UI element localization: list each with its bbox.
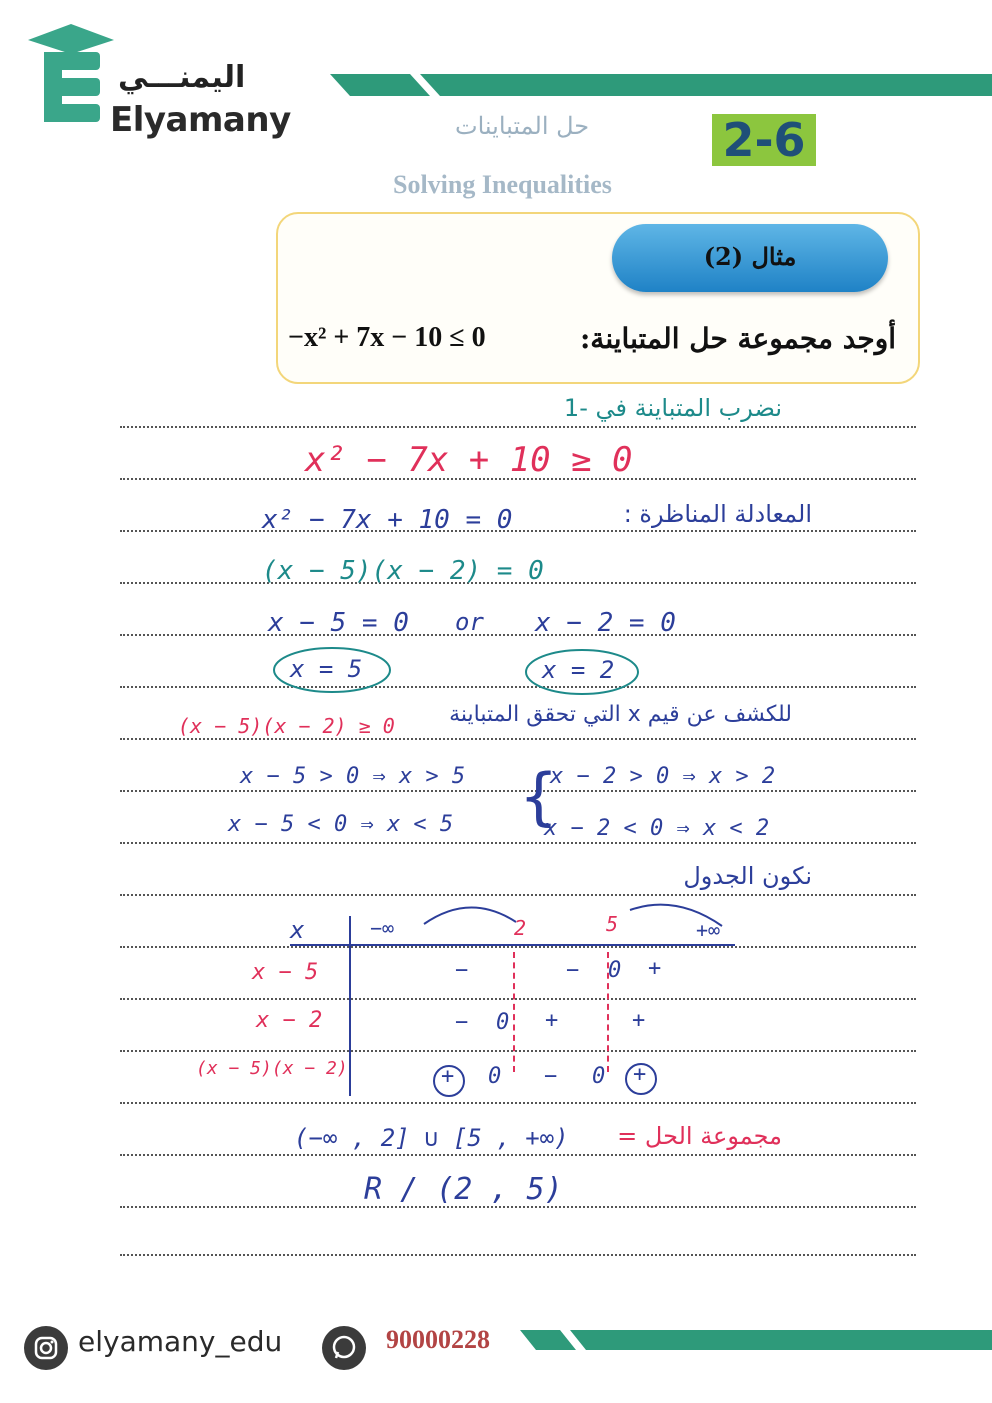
phone-number: 90000228	[386, 1325, 490, 1354]
row1-sign-b: −	[566, 958, 580, 983]
table-point-5: 5	[606, 912, 619, 936]
row2-label: x − 2	[256, 1008, 323, 1033]
footer-stripe	[520, 1328, 992, 1352]
ruled-line	[120, 894, 916, 896]
table-pos-inf: +∞	[696, 918, 721, 942]
header-stripe	[330, 70, 992, 98]
row2-sign-d: +	[632, 1008, 646, 1033]
logo-arabic-text: اليمنـــي	[118, 60, 246, 95]
root1: x = 5	[290, 655, 363, 683]
row3-sign-c: −	[544, 1064, 558, 1089]
row1-sign-a: −	[455, 958, 469, 983]
step-note-equation: المعادلة المناظرة :	[623, 500, 812, 528]
step-factor2-zero: x − 2 = 0	[535, 608, 676, 638]
ruled-line	[120, 1050, 916, 1052]
whatsapp-icon	[322, 1326, 366, 1370]
case2-right: x − 2 < 0 ⇒ x < 2	[544, 816, 770, 841]
solution-alt: R / (2 , 5)	[364, 1172, 563, 1207]
table-dashed-line-2	[513, 952, 515, 1072]
step-inequality: x² − 7x + 10 ≥ 0	[305, 440, 633, 480]
ruled-line	[120, 738, 916, 740]
solution-label: مجموعة الحل =	[617, 1122, 782, 1150]
problem-prompt: أوجد مجموعة حل المتباينة:	[579, 322, 896, 355]
example-label: مثال (2)	[612, 224, 888, 292]
row2-sign-a: −	[455, 1010, 469, 1035]
row2-sign-c: +	[545, 1008, 559, 1033]
lesson-number-badge: 2-6	[712, 114, 816, 166]
case1-left: x − 5 > 0 ⇒ x > 5	[240, 764, 466, 789]
logo-mark	[26, 22, 116, 140]
step-equation: x² − 7x + 10 = 0	[262, 505, 513, 535]
row2-zero: 0	[496, 1010, 510, 1035]
ruled-line	[120, 1254, 916, 1256]
problem-expression: −x² + 7x − 10 ≤ 0	[288, 322, 486, 353]
logo-english-text: Elyamany	[110, 100, 291, 140]
ruled-line	[120, 790, 916, 792]
row3-sign-a: +	[441, 1064, 455, 1089]
table-neg-inf: −∞	[370, 916, 395, 940]
step-factor1-zero: x − 5 = 0	[268, 608, 409, 638]
sign-table-divider	[349, 916, 351, 1096]
row3-zero-2: 0	[488, 1064, 502, 1089]
step-factored: (x − 5)(x − 2) = 0	[262, 556, 544, 586]
row1-sign-d: +	[648, 956, 662, 981]
case1-right: x − 2 > 0 ⇒ x > 2	[550, 764, 776, 789]
ruled-line	[120, 634, 916, 636]
row1-zero: 0	[608, 958, 622, 983]
row3-label: (x − 5)(x − 2)	[196, 1058, 348, 1079]
step-note-check: للكشف عن قيم x التي تحقق المتباينة	[449, 702, 792, 727]
table-var: x	[290, 916, 305, 944]
ruled-line	[120, 426, 916, 428]
table-point-2: 2	[514, 916, 527, 940]
step-or: or	[455, 608, 484, 636]
row3-sign-e: +	[633, 1062, 647, 1087]
ruled-line	[120, 1154, 916, 1156]
ruled-line	[120, 998, 916, 1000]
lesson-title-arabic: حل المتباينات	[455, 112, 590, 140]
step-note-multiply: نضرب المتباينة في -1	[563, 394, 782, 422]
step-product-inequality: (x − 5)(x − 2) ≥ 0	[178, 714, 395, 738]
interval-arc-left	[420, 898, 520, 926]
sign-table-header-line	[290, 944, 735, 946]
row3-zero-5: 0	[592, 1064, 606, 1089]
instagram-icon	[24, 1326, 68, 1370]
row1-label: x − 5	[252, 960, 319, 985]
case2-left: x − 5 < 0 ⇒ x < 5	[228, 812, 454, 837]
instagram-handle: elyamany_edu	[78, 1325, 283, 1358]
ruled-line	[120, 842, 916, 844]
lesson-title-english: Solving Inequalities	[393, 170, 612, 199]
ruled-line	[120, 686, 916, 688]
step-note-table: نكون الجدول	[683, 862, 812, 890]
ruled-line	[120, 1102, 916, 1104]
case-brace: {	[520, 760, 558, 833]
solution-set: (−∞ , 2] ∪ [5 , +∞)	[294, 1124, 569, 1152]
ruled-line	[120, 530, 916, 532]
root2: x = 2	[542, 656, 615, 684]
ruled-line	[120, 946, 916, 948]
